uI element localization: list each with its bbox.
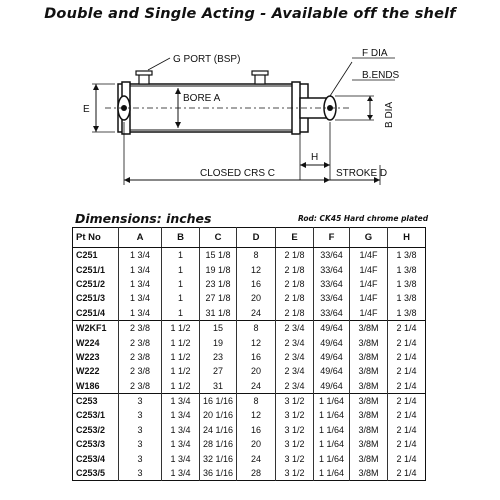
- table-row: [73, 451, 426, 465]
- dimension-cell: 12: [237, 335, 276, 349]
- dimension-cell: 31 1/8: [200, 306, 237, 321]
- dimension-cell: 1 3/4: [119, 306, 162, 321]
- header-g: G: [350, 228, 388, 248]
- table-header-row: [73, 228, 426, 248]
- part-number-cell: C251/2: [76, 278, 106, 289]
- part-number-cell: C253/2: [76, 424, 106, 435]
- dimension-cell: 1 3/4: [119, 248, 162, 263]
- dimension-cell: 1 1/2: [162, 350, 200, 364]
- table-body: [73, 248, 426, 481]
- label-b-dia: B DIA: [384, 101, 395, 128]
- part-number-cell: C253/5: [76, 468, 106, 479]
- dimension-cell: 3: [119, 451, 162, 465]
- table-row: [73, 466, 426, 481]
- label-b-ends: B.ENDS: [362, 70, 400, 81]
- dimension-cell: 1 3/4: [162, 408, 200, 422]
- dimension-cell: 15: [200, 320, 237, 335]
- dimension-cell: 24: [237, 379, 276, 394]
- dimension-cell: 1 1/64: [314, 451, 350, 465]
- label-h: H: [311, 152, 319, 163]
- dimension-cell: 33/64: [314, 306, 350, 321]
- dimension-cell: 20: [237, 364, 276, 378]
- dimension-cell: 1 3/8: [388, 262, 426, 276]
- dimension-cell: 2 1/4: [388, 393, 426, 408]
- dimension-cell: 3/8M: [350, 364, 388, 378]
- dimension-cell: 3/8M: [350, 379, 388, 394]
- dimension-cell: 2 1/4: [388, 350, 426, 364]
- dimension-cell: 1 3/4: [162, 451, 200, 465]
- dimension-cell: 31: [200, 379, 237, 394]
- dimension-cell: 36 1/16: [200, 466, 237, 481]
- dimension-cell: 1 1/2: [162, 364, 200, 378]
- dimension-cell: 3/8M: [350, 466, 388, 481]
- table-row: [73, 335, 426, 349]
- dimension-cell: 2 1/4: [388, 364, 426, 378]
- dimension-cell: 3/8M: [350, 320, 388, 335]
- part-number-cell: W2KF1: [73, 320, 119, 335]
- table-row: [73, 277, 426, 291]
- dimension-cell: 3/8M: [350, 393, 388, 408]
- dimension-cell: 20: [237, 291, 276, 305]
- table-row: [73, 306, 426, 321]
- part-number-cell: C253: [73, 393, 119, 408]
- dimension-cell: 15 1/8: [200, 248, 237, 263]
- dimension-cell: 23 1/8: [200, 277, 237, 291]
- dimension-cell: 2 3/4: [276, 379, 314, 394]
- dimension-cell: 2 1/4: [388, 423, 426, 437]
- table-row: [73, 320, 426, 335]
- dimension-cell: 3/8M: [350, 408, 388, 422]
- dimension-cell: 3 1/2: [276, 466, 314, 481]
- cylinder-diagram: [0, 0, 500, 210]
- dimension-cell: 49/64: [314, 364, 350, 378]
- header-a: A: [119, 228, 162, 248]
- dimension-cell: 8: [237, 320, 276, 335]
- dimensions-title: Dimensions: inches: [75, 211, 212, 226]
- dimension-cell: 3 1/2: [276, 393, 314, 408]
- dimension-cell: 2 3/8: [119, 364, 162, 378]
- dimension-cell: 16: [237, 350, 276, 364]
- dimensions-table: [72, 227, 426, 481]
- dimension-cell: 24: [237, 306, 276, 321]
- dimension-cell: 3/8M: [350, 335, 388, 349]
- dimension-cell: 28 1/16: [200, 437, 237, 451]
- dimension-cell: 2 1/8: [276, 306, 314, 321]
- dimension-cell: 1: [162, 306, 200, 321]
- table-row: [73, 437, 426, 451]
- part-number-cell: W224: [76, 337, 100, 348]
- dimension-cell: 2 3/4: [276, 364, 314, 378]
- part-number-cell: C253/1: [76, 410, 106, 421]
- dimension-cell: 19 1/8: [200, 262, 237, 276]
- dimension-cell: 12: [237, 408, 276, 422]
- dimension-cell: 16: [237, 423, 276, 437]
- dimension-cell: 2 3/8: [119, 335, 162, 349]
- dimension-cell: 1 3/4: [119, 262, 162, 276]
- dimension-cell: 1/4F: [350, 248, 388, 263]
- dimension-cell: 1 3/8: [388, 248, 426, 263]
- dimension-cell: 3 1/2: [276, 423, 314, 437]
- dimension-cell: 3 1/2: [276, 451, 314, 465]
- dimension-cell: 8: [237, 393, 276, 408]
- dimension-cell: 27: [200, 364, 237, 378]
- dimension-cell: 2 1/4: [388, 451, 426, 465]
- header-pt-no: Pt No: [73, 228, 119, 248]
- header-e: E: [276, 228, 314, 248]
- part-number-cell: C251/4: [76, 307, 106, 318]
- dimension-cell: 33/64: [314, 248, 350, 263]
- label-g-port: G PORT (BSP): [173, 54, 241, 65]
- dimension-cell: 3: [119, 408, 162, 422]
- part-number-cell: W222: [76, 366, 100, 377]
- dimension-cell: 1 1/2: [162, 320, 200, 335]
- dimension-cell: 2 1/4: [388, 466, 426, 481]
- dimension-cell: 24 1/16: [200, 423, 237, 437]
- page-title: Double and Single Acting - Available off the shelf: [44, 6, 456, 22]
- dimension-cell: 20: [237, 437, 276, 451]
- part-number-cell: C253/4: [76, 453, 106, 464]
- dimension-cell: 3: [119, 423, 162, 437]
- label-closed-crs: CLOSED CRS C: [200, 168, 276, 179]
- dimension-cell: 1 1/2: [162, 335, 200, 349]
- dimension-cell: 49/64: [314, 320, 350, 335]
- dimension-cell: 1 1/2: [162, 379, 200, 394]
- dimension-cell: 49/64: [314, 335, 350, 349]
- table-row: [73, 379, 426, 394]
- rod-note: Rod: CK45 Hard chrome plated: [298, 214, 429, 223]
- dimension-cell: 1 3/8: [388, 291, 426, 305]
- dimension-cell: 2 3/8: [119, 320, 162, 335]
- dimension-cell: 19: [200, 335, 237, 349]
- dimension-cell: 1/4F: [350, 277, 388, 291]
- dimension-cell: 2 3/8: [119, 379, 162, 394]
- label-e: E: [83, 104, 90, 115]
- table-row: [73, 350, 426, 364]
- dimension-cell: 1 1/64: [314, 408, 350, 422]
- table-row: [73, 364, 426, 378]
- part-number-cell: C251/1: [76, 264, 106, 275]
- dimension-cell: 3/8M: [350, 423, 388, 437]
- dimension-cell: 28: [237, 466, 276, 481]
- dimension-cell: 16: [237, 277, 276, 291]
- dimension-cell: 1: [162, 248, 200, 263]
- dimension-cell: 1 3/4: [162, 423, 200, 437]
- dimension-cell: 2 1/8: [276, 277, 314, 291]
- dimension-cell: 49/64: [314, 379, 350, 394]
- dimension-cell: 2 3/4: [276, 335, 314, 349]
- dimension-cell: 1/4F: [350, 262, 388, 276]
- dimension-cell: 33/64: [314, 277, 350, 291]
- dimension-cell: 1 1/64: [314, 393, 350, 408]
- dimension-cell: 2 3/8: [119, 350, 162, 364]
- header-c: C: [200, 228, 237, 248]
- dimension-cell: 3 1/2: [276, 437, 314, 451]
- label-bore: BORE A: [183, 93, 221, 104]
- dimension-cell: 1: [162, 277, 200, 291]
- dimension-cell: 2 1/8: [276, 262, 314, 276]
- dimension-cell: 33/64: [314, 262, 350, 276]
- dimension-cell: 1 1/64: [314, 423, 350, 437]
- dimension-cell: 1 3/4: [119, 277, 162, 291]
- dimension-cell: 1 3/4: [162, 466, 200, 481]
- dimension-cell: 3/8M: [350, 451, 388, 465]
- dimension-cell: 1 3/4: [162, 393, 200, 408]
- dimension-cell: 2 1/4: [388, 408, 426, 422]
- dimension-cell: 1: [162, 291, 200, 305]
- dimension-cell: 12: [237, 262, 276, 276]
- dimension-cell: 23: [200, 350, 237, 364]
- dimension-cell: 1 3/4: [119, 291, 162, 305]
- dimension-cell: 1/4F: [350, 291, 388, 305]
- dimension-cell: 1: [162, 262, 200, 276]
- dimension-cell: 27 1/8: [200, 291, 237, 305]
- dimension-cell: 2 3/4: [276, 320, 314, 335]
- label-f-dia: F DIA: [362, 48, 388, 59]
- header-b: B: [162, 228, 200, 248]
- dimension-cell: 2 1/4: [388, 437, 426, 451]
- table-row: [73, 408, 426, 422]
- part-number-cell: C251/3: [76, 293, 106, 304]
- dimension-cell: 2 1/8: [276, 291, 314, 305]
- dimension-cell: 3: [119, 466, 162, 481]
- header-d: D: [237, 228, 276, 248]
- header-h: H: [388, 228, 426, 248]
- dimension-cell: 8: [237, 248, 276, 263]
- part-number-cell: W186: [76, 380, 100, 391]
- dimension-cell: 2 1/4: [388, 379, 426, 394]
- dimension-cell: 33/64: [314, 291, 350, 305]
- dimension-cell: 3/8M: [350, 437, 388, 451]
- dimension-cell: 3 1/2: [276, 408, 314, 422]
- dimension-cell: 24: [237, 451, 276, 465]
- part-number-cell: C253/3: [76, 439, 106, 450]
- dimension-cell: 16 1/16: [200, 393, 237, 408]
- dimension-cell: 2 3/4: [276, 350, 314, 364]
- dimension-cell: 1 3/4: [162, 437, 200, 451]
- label-stroke: STROKE D: [336, 168, 388, 179]
- dimension-cell: 2 1/4: [388, 320, 426, 335]
- dimension-cell: 49/64: [314, 350, 350, 364]
- part-number-cell: C251: [76, 250, 98, 261]
- dimension-cell: 1 1/64: [314, 437, 350, 451]
- table-row: [73, 423, 426, 437]
- table-row: [73, 262, 426, 276]
- dimension-cell: 1 3/8: [388, 277, 426, 291]
- part-number-cell: W223: [76, 351, 100, 362]
- dimension-cell: 3: [119, 437, 162, 451]
- dimension-cell: 1 1/64: [314, 466, 350, 481]
- table-row: [73, 291, 426, 305]
- dimension-cell: 1/4F: [350, 306, 388, 321]
- dimension-cell: 3: [119, 393, 162, 408]
- dimension-cell: 2 1/8: [276, 248, 314, 263]
- header-f: F: [314, 228, 350, 248]
- dimension-cell: 32 1/16: [200, 451, 237, 465]
- dimension-cell: 1 3/8: [388, 306, 426, 321]
- table-row: [73, 248, 426, 263]
- dimension-cell: 2 1/4: [388, 335, 426, 349]
- table-row: [73, 393, 426, 408]
- dimension-cell: 20 1/16: [200, 408, 237, 422]
- dimension-cell: 3/8M: [350, 350, 388, 364]
